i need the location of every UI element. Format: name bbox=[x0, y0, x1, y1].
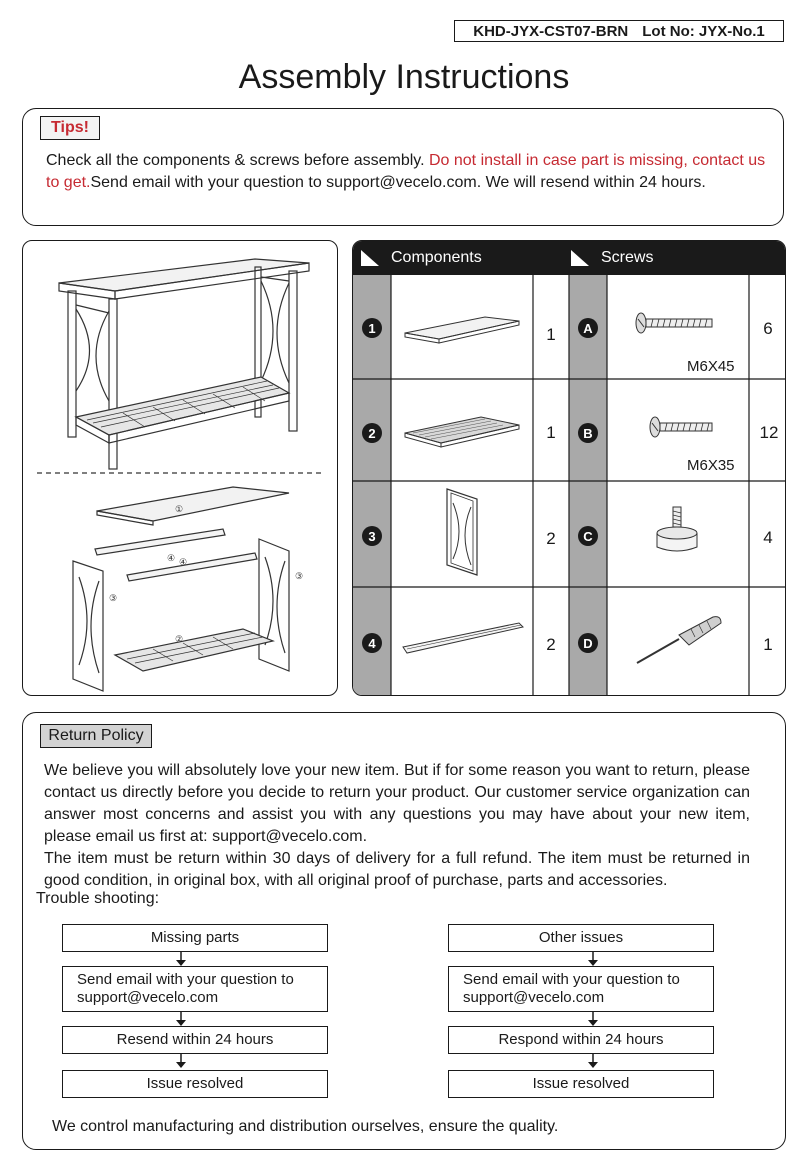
flow-right-step-4: Issue resolved bbox=[448, 1070, 714, 1098]
component-number-2: 2 bbox=[362, 423, 382, 443]
arrow-down-icon bbox=[586, 1054, 600, 1068]
return-policy-paragraph: We believe you will absolutely love your new item. But if for some reason you want to return, please contact us directly before you decide to return your product. Our customer service organization can answer most concerns and assist you with any questions you may have about your new item, please email us first at: support@vecelo.com. bbox=[44, 762, 750, 845]
page-title: Assembly Instructions bbox=[238, 58, 570, 96]
flow-left-step-4: Issue resolved bbox=[62, 1070, 328, 1098]
component-qty-1: 1 bbox=[546, 325, 556, 344]
screw-size-a: M6X45 bbox=[687, 358, 735, 375]
screw-letter-d: D bbox=[578, 633, 598, 653]
flow-left-step-1: Missing parts bbox=[62, 924, 328, 952]
screw-qty-a: 6 bbox=[763, 319, 773, 338]
flow-left-step-3: Resend within 24 hours bbox=[62, 1026, 328, 1054]
model-number-box bbox=[454, 20, 784, 42]
screws-header: Screws bbox=[601, 249, 654, 266]
component-number-1: 1 bbox=[362, 318, 382, 338]
exploded-view-drawing bbox=[73, 487, 289, 691]
side-frame-part-drawing bbox=[443, 487, 483, 577]
arrow-down-icon bbox=[586, 952, 600, 966]
tips-text-resend: Send email with your question to support@vecelo.com. We will resend within 24 hours. bbox=[90, 174, 706, 191]
table-illustration bbox=[23, 241, 338, 696]
leveling-foot-drawing bbox=[653, 505, 703, 557]
flow-right-step-2: Send email with your question to support@vecelo.com bbox=[448, 966, 714, 1012]
return-policy-label: Return Policy bbox=[40, 724, 152, 748]
screw-letter-b: B bbox=[578, 423, 598, 443]
part-mark-4b: ④ bbox=[179, 557, 188, 567]
arrow-down-icon bbox=[174, 952, 188, 966]
bolt-m6x35-drawing bbox=[647, 415, 717, 439]
tips-text-intro: Check all the components & screws before assembly. bbox=[46, 152, 429, 169]
screw-qty-c: 4 bbox=[763, 528, 773, 547]
tabletop-part-drawing bbox=[401, 313, 525, 347]
flow-right-step-1: Other issues bbox=[448, 924, 714, 952]
part-mark-3b: ③ bbox=[295, 571, 304, 581]
bolt-m6x45-drawing bbox=[633, 311, 717, 335]
part-mark-4a: ④ bbox=[167, 553, 176, 563]
component-qty-2: 1 bbox=[546, 423, 556, 442]
screw-qty-d: 1 bbox=[763, 635, 773, 654]
lot-number: Lot No: JYX-No.1 bbox=[642, 22, 765, 40]
part-mark-1: ① bbox=[175, 504, 184, 514]
components-header: Components bbox=[391, 249, 482, 266]
tips-text bbox=[46, 150, 770, 194]
component-number-4: 4 bbox=[362, 633, 382, 653]
part-mark-3a: ③ bbox=[109, 593, 118, 603]
model-number: KHD-JYX-CST07-BRN bbox=[473, 22, 629, 40]
bottom-shelf-part-drawing bbox=[401, 413, 525, 453]
assembled-table-drawing bbox=[59, 259, 309, 469]
screw-letter-c: C bbox=[578, 526, 598, 546]
arrow-down-icon bbox=[174, 1012, 188, 1026]
component-number-3: 3 bbox=[362, 526, 382, 546]
component-qty-4: 2 bbox=[546, 635, 556, 654]
footer-quality-note: We control manufacturing and distribution ourselves, ensure the quality. bbox=[52, 1118, 559, 1135]
return-policy-text bbox=[44, 760, 750, 892]
flow-left-step-2: Send email with your question to support@vecelo.com bbox=[62, 966, 328, 1012]
screwdriver-drawing bbox=[633, 615, 725, 667]
support-bar-part-drawing bbox=[399, 619, 527, 659]
parts-table bbox=[352, 240, 786, 696]
arrow-down-icon bbox=[174, 1054, 188, 1068]
trouble-shooting-label: Trouble shooting: bbox=[36, 890, 160, 907]
part-mark-2: ② bbox=[175, 634, 184, 644]
tips-text-warning: Do not install in case part is missing, contact us to get. bbox=[46, 152, 766, 191]
illustration-panel bbox=[22, 240, 338, 696]
tips-label: Tips! bbox=[40, 116, 100, 140]
component-qty-3: 2 bbox=[546, 529, 556, 548]
screw-size-b: M6X35 bbox=[687, 457, 735, 474]
screw-qty-b: 12 bbox=[759, 423, 779, 442]
arrow-down-icon bbox=[586, 1012, 600, 1026]
flow-right-step-3: Respond within 24 hours bbox=[448, 1026, 714, 1054]
return-policy-paragraph: The item must be return within 30 days of delivery for a full refund. The item must be returned in good condition, in original box, with all original proof of purchase, parts and accessories. bbox=[44, 850, 750, 889]
screw-letter-a: A bbox=[578, 318, 598, 338]
